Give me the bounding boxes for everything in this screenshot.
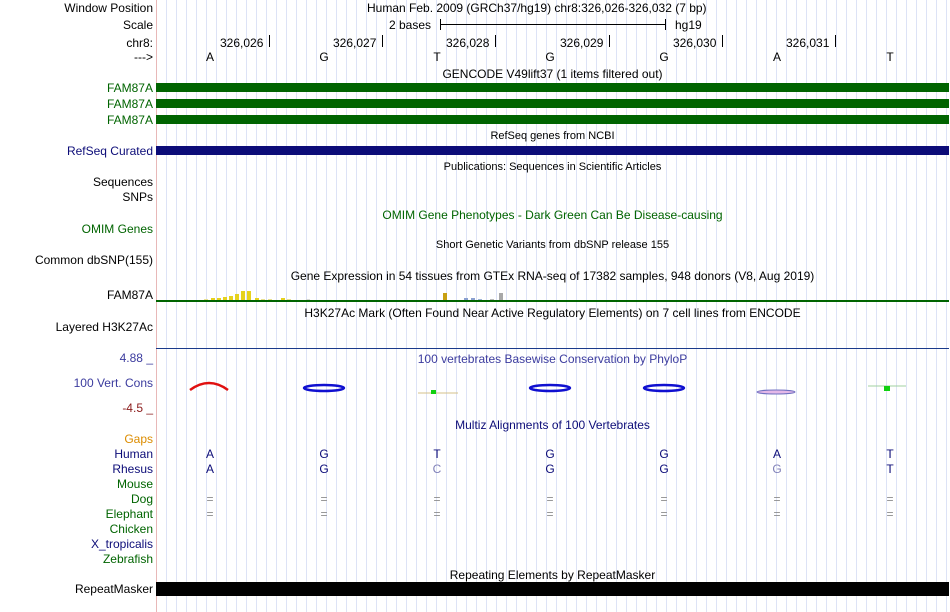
gtex-tissue-bar <box>241 291 245 300</box>
species-label-rhesus[interactable]: Rhesus <box>112 462 153 476</box>
reference-base: G <box>659 50 669 64</box>
alignment-base: G <box>545 462 555 476</box>
alignment-base: G <box>319 447 329 461</box>
species-label-chicken[interactable]: Chicken <box>109 522 153 536</box>
coordinate-tick <box>609 35 610 47</box>
gencode-gene-bar[interactable] <box>156 115 949 124</box>
gtex-tissue-bar <box>247 291 251 300</box>
gencode-item-label[interactable]: FAM87A <box>106 113 153 127</box>
publications-sequences-label[interactable]: Sequences <box>92 175 153 189</box>
alignment-base: T <box>433 447 441 461</box>
phylop-conservation-logo[interactable] <box>156 378 949 398</box>
multiz-track-title: Multiz Alignments of 100 Vertebrates <box>455 418 650 432</box>
alignment-base: = <box>660 492 668 506</box>
alignment-base: = <box>546 492 554 506</box>
alignment-base: C <box>432 462 442 476</box>
phylop-max-label: 4.88 _ <box>119 351 153 365</box>
alignment-base: = <box>886 492 894 506</box>
reference-base: T <box>433 50 441 64</box>
phylop-min-label: -4.5 _ <box>122 401 153 415</box>
alignment-base: A <box>772 447 782 461</box>
alignment-base: = <box>206 492 214 506</box>
reference-base: A <box>772 50 782 64</box>
coordinate-tick <box>382 35 383 47</box>
window-position-text: Human Feb. 2009 (GRCh37/hg19) chr8:326,026-326,032 (7 bp) <box>367 1 707 15</box>
scale-bar <box>440 24 666 25</box>
coordinate-tick <box>835 35 836 47</box>
coordinate-tick <box>495 35 496 47</box>
species-label-zebrafish[interactable]: Zebrafish <box>102 552 153 566</box>
species-label-human[interactable]: Human <box>114 447 153 461</box>
alignment-base: G <box>772 462 782 476</box>
scale-bar-right-tick <box>665 19 666 30</box>
gencode-gene-bar[interactable] <box>156 83 949 92</box>
gencode-item-label[interactable]: FAM87A <box>106 97 153 111</box>
repeatmasker-track-title: Repeating Elements by RepeatMasker <box>449 568 656 582</box>
species-label-dog[interactable]: Dog <box>130 492 153 506</box>
reference-base: T <box>886 50 894 64</box>
gtex-track-title: Gene Expression in 54 tissues from GTEx RNA-seq of 17382 samples, 948 donors (V8, Aug 2019) <box>290 269 815 283</box>
alignment-base: T <box>886 447 894 461</box>
alignment-base: = <box>886 507 894 521</box>
alignment-base: A <box>205 462 215 476</box>
gtex-track-baseline <box>156 300 949 302</box>
scale-label: Scale <box>122 18 153 32</box>
gtex-tissue-bar <box>443 293 447 300</box>
gtex-tissue-bar <box>499 293 503 300</box>
publications-track-title: Publications: Sequences in Scientific Articles <box>443 161 662 173</box>
h3k27ac-track-title: H3K27Ac Mark (Often Found Near Active Regulatory Elements) on 7 cell lines from ENCODE <box>304 306 801 320</box>
refseq-gene-bar[interactable] <box>156 146 949 155</box>
strand-label: ---> <box>134 50 153 64</box>
gencode-gene-bar[interactable] <box>156 99 949 108</box>
species-label-elephant[interactable]: Elephant <box>105 507 153 521</box>
chromosome-label: chr8: <box>126 36 153 50</box>
gencode-item-label[interactable]: FAM87A <box>106 81 153 95</box>
multiz-gaps-label[interactable]: Gaps <box>124 432 153 446</box>
phylop-track-title: 100 vertebrates Basewise Conservation by PhyloP <box>417 352 688 366</box>
species-label-mouse[interactable]: Mouse <box>116 477 153 491</box>
reference-base: A <box>205 50 215 64</box>
coordinate-tick-label: 326,030 <box>673 36 717 50</box>
h3k27ac-baseline <box>156 348 949 349</box>
alignment-base: = <box>206 507 214 521</box>
species-label-x-tropicalis[interactable]: X_tropicalis <box>90 537 153 551</box>
alignment-base: = <box>433 492 441 506</box>
alignment-base: = <box>320 492 328 506</box>
coordinate-tick <box>269 35 270 47</box>
refseq-track-label[interactable]: RefSeq Curated <box>66 144 153 158</box>
gencode-track-title: GENCODE V49lift37 (1 items filtered out) <box>442 67 663 81</box>
repeatmasker-track-label[interactable]: RepeatMasker <box>74 582 153 596</box>
omim-track-title: OMIM Gene Phenotypes - Dark Green Can Be Disease-causing <box>382 208 723 222</box>
alignment-base: = <box>773 492 781 506</box>
omim-track-label[interactable]: OMIM Genes <box>81 222 153 236</box>
alignment-base: G <box>659 447 669 461</box>
gtex-track-label[interactable]: FAM87A <box>106 288 153 302</box>
scale-text: 2 bases <box>389 18 432 32</box>
refseq-track-title: RefSeq genes from NCBI <box>490 130 615 142</box>
alignment-base: = <box>320 507 328 521</box>
alignment-base: = <box>433 507 441 521</box>
dbsnp-track-title: Short Genetic Variants from dbSNP release 155 <box>435 239 670 251</box>
dbsnp-track-label[interactable]: Common dbSNP(155) <box>34 253 153 267</box>
alignment-base: = <box>773 507 781 521</box>
coordinate-tick-label: 326,027 <box>333 36 377 50</box>
coordinate-tick <box>722 35 723 47</box>
alignment-base: = <box>660 507 668 521</box>
window-position-label: Window Position <box>64 1 153 15</box>
coordinate-tick-label: 326,031 <box>786 36 830 50</box>
coordinate-tick-label: 326,026 <box>220 36 264 50</box>
alignment-base: A <box>205 447 215 461</box>
reference-base: G <box>545 50 555 64</box>
publications-snps-label[interactable]: SNPs <box>122 190 153 204</box>
h3k27ac-track-label[interactable]: Layered H3K27Ac <box>55 320 153 334</box>
assembly-label: hg19 <box>675 18 702 32</box>
phylop-track-label[interactable]: 100 Vert. Cons <box>73 376 153 390</box>
alignment-base: G <box>659 462 669 476</box>
alignment-base: G <box>319 462 329 476</box>
coordinate-tick-label: 326,028 <box>446 36 490 50</box>
gtex-expression-histogram[interactable] <box>156 284 949 300</box>
reference-base: G <box>319 50 329 64</box>
coordinate-tick-label: 326,029 <box>560 36 604 50</box>
repeatmasker-element-bar[interactable] <box>156 582 949 596</box>
alignment-base: = <box>546 507 554 521</box>
alignment-base: G <box>545 447 555 461</box>
alignment-base: T <box>886 462 894 476</box>
